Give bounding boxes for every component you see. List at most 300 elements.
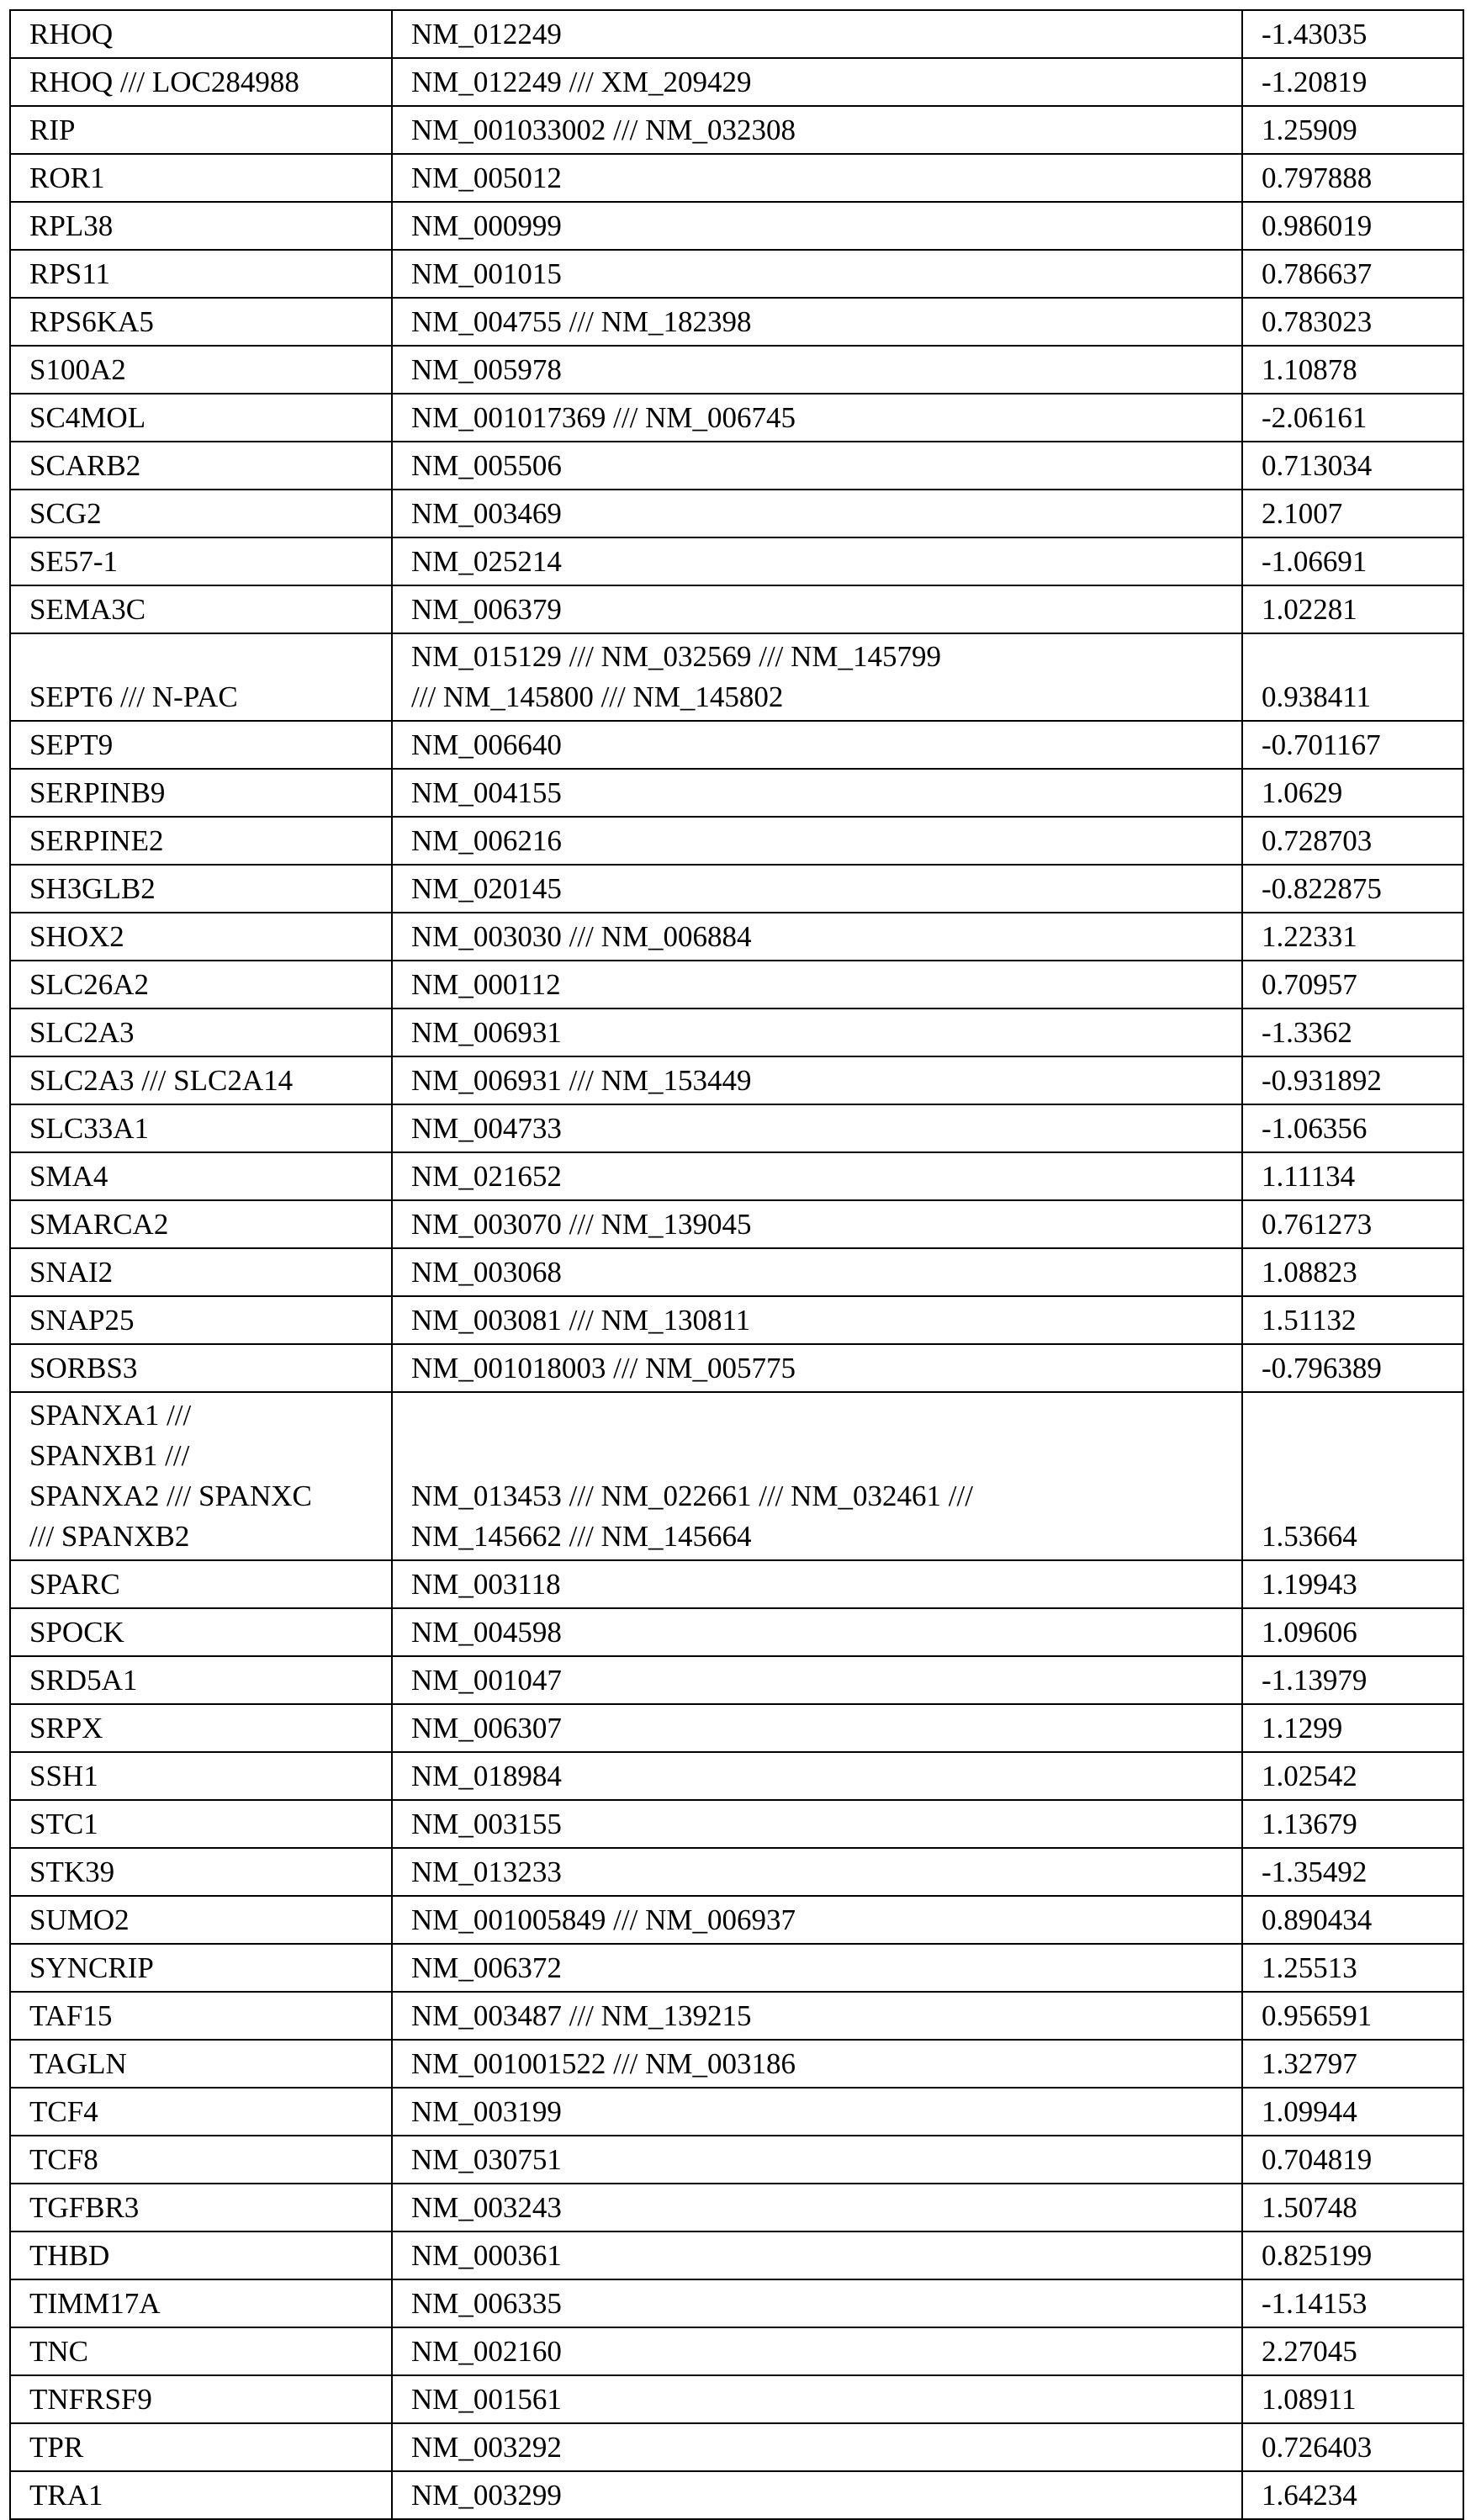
- table-row: [10, 2423, 1463, 2471]
- value-text: -1.13979: [1262, 1664, 1368, 1697]
- value-cell: [1242, 2040, 1463, 2088]
- accession-cell: [392, 1752, 1242, 1800]
- value-cell: [1242, 1009, 1463, 1056]
- table-row: [10, 2088, 1463, 2136]
- table-row: [10, 490, 1463, 537]
- gene-symbol-cell: [10, 1392, 392, 1560]
- accession-text: NM_020145: [411, 872, 562, 905]
- gene-symbol-text: SPOCK: [29, 1616, 124, 1649]
- table-row: [10, 2136, 1463, 2184]
- value-text: 0.786637: [1262, 257, 1373, 290]
- accession-text: NM_005506: [411, 449, 562, 482]
- value-cell: [1242, 394, 1463, 442]
- accession-text: NM_001561: [411, 2383, 562, 2416]
- gene-symbol-text: SLC2A3 /// SLC2A14: [29, 1064, 294, 1097]
- accession-cell: [392, 1992, 1242, 2040]
- value-cell: [1242, 442, 1463, 490]
- value-cell: [1242, 2423, 1463, 2471]
- table-row: [10, 442, 1463, 490]
- accession-text: NM_000361: [411, 2239, 562, 2272]
- gene-symbol-text: SEMA3C: [29, 593, 146, 626]
- table-row: [10, 2327, 1463, 2375]
- table-row: [10, 154, 1463, 202]
- table-row: [10, 2040, 1463, 2088]
- accession-cell: [392, 817, 1242, 865]
- accession-cell: [392, 1296, 1242, 1344]
- accession-text: NM_001033002 /// NM_032308: [411, 114, 796, 146]
- table-row: [10, 769, 1463, 817]
- table-row: [10, 1344, 1463, 1392]
- value-text: 1.08911: [1262, 2383, 1357, 2416]
- value-text: 0.713034: [1262, 449, 1373, 482]
- value-cell: [1242, 58, 1463, 106]
- value-cell: [1242, 1152, 1463, 1200]
- value-cell: [1242, 154, 1463, 202]
- accession-cell: [392, 1104, 1242, 1152]
- accession-text: NM_003243: [411, 2191, 562, 2224]
- value-cell: [1242, 1608, 1463, 1656]
- gene-symbol-text: TNC: [29, 2335, 88, 2368]
- value-text: 1.64234: [1262, 2479, 1357, 2512]
- value-cell: [1242, 490, 1463, 537]
- value-cell: [1242, 913, 1463, 961]
- gene-symbol-text: TRA1: [29, 2479, 103, 2512]
- gene-symbol-text: /// SPANXB2: [29, 1520, 190, 1553]
- gene-symbol-text: SE57-1: [29, 545, 118, 578]
- gene-symbol-text: SYNCRIP: [29, 1951, 154, 1984]
- accession-text: NM_000999: [411, 209, 562, 242]
- gene-symbol-cell: [10, 865, 392, 913]
- table-row: [10, 1656, 1463, 1704]
- value-cell: [1242, 1560, 1463, 1608]
- value-cell: [1242, 298, 1463, 346]
- value-cell: [1242, 2184, 1463, 2231]
- value-text: 0.825199: [1262, 2239, 1373, 2272]
- gene-symbol-cell: [10, 769, 392, 817]
- gene-symbol-cell: [10, 633, 392, 721]
- value-text: -0.822875: [1262, 872, 1382, 905]
- value-cell: [1242, 2088, 1463, 2136]
- accession-cell: [392, 2231, 1242, 2279]
- gene-symbol-cell: [10, 2279, 392, 2327]
- gene-symbol-text: ROR1: [29, 161, 105, 194]
- value-text: 1.08823: [1262, 1256, 1357, 1289]
- accession-text: NM_003030 /// NM_006884: [411, 920, 752, 953]
- value-text: -1.14153: [1262, 2287, 1368, 2320]
- value-text: 1.25513: [1262, 1951, 1357, 1984]
- accession-text: NM_018984: [411, 1760, 562, 1792]
- gene-symbol-cell: [10, 721, 392, 769]
- gene-symbol-cell: [10, 2088, 392, 2136]
- gene-symbol-cell: [10, 1056, 392, 1104]
- value-cell: [1242, 1944, 1463, 1992]
- table-row: [10, 2471, 1463, 2519]
- accession-text: NM_003070 /// NM_139045: [411, 1208, 752, 1241]
- table-row: [10, 298, 1463, 346]
- value-text: 0.761273: [1262, 1208, 1373, 1241]
- accession-text: NM_030751: [411, 2143, 562, 2176]
- value-cell: [1242, 585, 1463, 633]
- value-text: -1.06691: [1262, 545, 1368, 578]
- table-row: [10, 1248, 1463, 1296]
- accession-text: NM_025214: [411, 545, 562, 578]
- accession-text: NM_003081 /// NM_130811: [411, 1304, 751, 1337]
- accession-text: NM_002160: [411, 2335, 562, 2368]
- gene-symbol-cell: [10, 10, 392, 58]
- table-row: [10, 2184, 1463, 2231]
- value-text: 1.50748: [1262, 2191, 1357, 2224]
- accession-text: NM_003487 /// NM_139215: [411, 1999, 752, 2032]
- gene-symbol-cell: [10, 1800, 392, 1848]
- table-row: [10, 1200, 1463, 1248]
- value-cell: [1242, 1992, 1463, 2040]
- table-row: [10, 537, 1463, 585]
- gene-expression-table: [9, 9, 1464, 2520]
- accession-text: NM_021652: [411, 1160, 562, 1193]
- value-text: 1.02281: [1262, 593, 1357, 626]
- accession-text: NM_003299: [411, 2479, 562, 2512]
- accession-text: NM_013233: [411, 1856, 562, 1888]
- table-row: [10, 1848, 1463, 1896]
- gene-symbol-text: RHOQ: [29, 18, 114, 50]
- accession-text: NM_003292: [411, 2431, 562, 2464]
- value-cell: [1242, 1056, 1463, 1104]
- table-row: [10, 2375, 1463, 2423]
- gene-symbol-cell: [10, 1608, 392, 1656]
- accession-text: NM_001018003 /// NM_005775: [411, 1352, 796, 1384]
- accession-text: /// NM_145800 /// NM_145802: [411, 680, 784, 713]
- value-text: -0.701167: [1262, 728, 1381, 761]
- gene-symbol-text: SPANXB1 ///: [29, 1439, 190, 1472]
- value-cell: [1242, 1896, 1463, 1944]
- gene-symbol-text: SLC2A3: [29, 1016, 135, 1049]
- table-row: [10, 913, 1463, 961]
- gene-symbol-text: SH3GLB2: [29, 872, 156, 905]
- gene-symbol-text: SERPINB9: [29, 776, 166, 809]
- value-cell: [1242, 721, 1463, 769]
- accession-cell: [392, 250, 1242, 298]
- gene-symbol-text: SERPINE2: [29, 824, 164, 857]
- value-text: 0.728703: [1262, 824, 1373, 857]
- gene-symbol-text: SRPX: [29, 1712, 103, 1744]
- table-row: [10, 1944, 1463, 1992]
- gene-symbol-text: SUMO2: [29, 1903, 130, 1936]
- accession-cell: [392, 298, 1242, 346]
- accession-text: NM_004155: [411, 776, 562, 809]
- table-row: [10, 1560, 1463, 1608]
- accession-text: NM_004733: [411, 1112, 562, 1145]
- gene-symbol-cell: [10, 1848, 392, 1896]
- value-text: -1.43035: [1262, 18, 1368, 50]
- value-text: -1.35492: [1262, 1856, 1368, 1888]
- accession-text: NM_001047: [411, 1664, 562, 1697]
- accession-cell: [392, 537, 1242, 585]
- value-text: -1.06356: [1262, 1112, 1368, 1145]
- table-row: [10, 394, 1463, 442]
- accession-cell: [392, 1200, 1242, 1248]
- gene-symbol-cell: [10, 1704, 392, 1752]
- table-row: [10, 961, 1463, 1009]
- accession-text: NM_001017369 /// NM_006745: [411, 401, 796, 434]
- gene-symbol-cell: [10, 1296, 392, 1344]
- gene-symbol-cell: [10, 346, 392, 394]
- table-row: [10, 1704, 1463, 1752]
- accession-text: NM_015129 /// NM_032569 /// NM_145799: [411, 640, 942, 673]
- value-cell: [1242, 106, 1463, 154]
- accession-cell: [392, 1944, 1242, 1992]
- table-row: [10, 721, 1463, 769]
- table-row: [10, 1896, 1463, 1944]
- value-text: 1.25909: [1262, 114, 1357, 146]
- gene-symbol-cell: [10, 1992, 392, 2040]
- accession-cell: [392, 633, 1242, 721]
- table-row: [10, 817, 1463, 865]
- accession-text: NM_006372: [411, 1951, 562, 1984]
- accession-text: NM_004755 /// NM_182398: [411, 305, 752, 338]
- accession-text: NM_001001522 /// NM_003186: [411, 2047, 796, 2080]
- gene-symbol-cell: [10, 1248, 392, 1296]
- accession-cell: [392, 2471, 1242, 2519]
- accession-cell: [392, 2375, 1242, 2423]
- value-cell: [1242, 1344, 1463, 1392]
- gene-symbol-text: SORBS3: [29, 1352, 138, 1384]
- value-cell: [1242, 1248, 1463, 1296]
- value-cell: [1242, 1296, 1463, 1344]
- value-text: 0.70957: [1262, 968, 1357, 1001]
- table-row: [10, 2279, 1463, 2327]
- value-text: 1.51132: [1262, 1304, 1357, 1337]
- accession-cell: [392, 10, 1242, 58]
- gene-symbol-text: RPS11: [29, 257, 110, 290]
- accession-text: NM_003155: [411, 1808, 562, 1840]
- gene-symbol-text: TIMM17A: [29, 2287, 161, 2320]
- value-text: 0.704819: [1262, 2143, 1373, 2176]
- accession-cell: [392, 1608, 1242, 1656]
- accession-text: NM_005978: [411, 353, 562, 386]
- value-cell: [1242, 2136, 1463, 2184]
- accession-text: NM_006216: [411, 824, 562, 857]
- accession-cell: [392, 202, 1242, 250]
- gene-symbol-cell: [10, 817, 392, 865]
- value-text: 1.02542: [1262, 1760, 1357, 1792]
- gene-symbol-cell: [10, 2040, 392, 2088]
- gene-symbol-text: RPS6KA5: [29, 305, 154, 338]
- gene-symbol-text: RIP: [29, 114, 76, 146]
- gene-symbol-text: STK39: [29, 1856, 115, 1888]
- table-row: [10, 202, 1463, 250]
- accession-cell: [392, 961, 1242, 1009]
- gene-symbol-text: RPL38: [29, 209, 114, 242]
- gene-symbol-cell: [10, 537, 392, 585]
- table-row: [10, 865, 1463, 913]
- value-cell: [1242, 1104, 1463, 1152]
- value-text: 0.726403: [1262, 2431, 1373, 2464]
- accession-cell: [392, 2279, 1242, 2327]
- table-row: [10, 2231, 1463, 2279]
- gene-symbol-cell: [10, 2423, 392, 2471]
- value-text: -2.06161: [1262, 401, 1368, 434]
- value-text: 1.09606: [1262, 1616, 1357, 1649]
- value-cell: [1242, 769, 1463, 817]
- accession-text: NM_145662 /// NM_145664: [411, 1520, 752, 1553]
- accession-text: NM_003118: [411, 1568, 561, 1601]
- value-cell: [1242, 1200, 1463, 1248]
- gene-symbol-cell: [10, 1104, 392, 1152]
- table-row: [10, 1752, 1463, 1800]
- accession-cell: [392, 1392, 1242, 1560]
- gene-symbol-text: SLC26A2: [29, 968, 149, 1001]
- value-cell: [1242, 2471, 1463, 2519]
- accession-cell: [392, 913, 1242, 961]
- accession-cell: [392, 2136, 1242, 2184]
- accession-text: NM_000112: [411, 968, 561, 1001]
- value-cell: [1242, 865, 1463, 913]
- gene-symbol-text: TNFRSF9: [29, 2383, 152, 2416]
- gene-symbol-cell: [10, 490, 392, 537]
- value-cell: [1242, 1392, 1463, 1560]
- gene-symbol-text: TPR: [29, 2431, 84, 2464]
- table-row: [10, 1608, 1463, 1656]
- accession-cell: [392, 1704, 1242, 1752]
- accession-cell: [392, 2184, 1242, 2231]
- accession-cell: [392, 1152, 1242, 1200]
- accession-cell: [392, 2040, 1242, 2088]
- gene-symbol-text: SLC33A1: [29, 1112, 149, 1145]
- gene-symbol-text: SHOX2: [29, 920, 124, 953]
- gene-symbol-text: SSH1: [29, 1760, 98, 1792]
- value-text: 2.27045: [1262, 2335, 1357, 2368]
- gene-symbol-text: TCF8: [29, 2143, 98, 2176]
- accession-cell: [392, 58, 1242, 106]
- value-text: 1.09944: [1262, 2095, 1357, 2128]
- value-cell: [1242, 1704, 1463, 1752]
- accession-text: NM_003068: [411, 1256, 562, 1289]
- table-row: [10, 585, 1463, 633]
- value-text: 1.13679: [1262, 1808, 1357, 1840]
- gene-symbol-text: SC4MOL: [29, 401, 146, 434]
- accession-cell: [392, 865, 1242, 913]
- accession-cell: [392, 1248, 1242, 1296]
- gene-symbol-text: TAGLN: [29, 2047, 127, 2080]
- value-cell: [1242, 1752, 1463, 1800]
- value-cell: [1242, 346, 1463, 394]
- gene-symbol-text: SMA4: [29, 1160, 108, 1193]
- gene-symbol-cell: [10, 202, 392, 250]
- gene-symbol-cell: [10, 1656, 392, 1704]
- value-text: 2.1007: [1262, 497, 1343, 530]
- value-text: 1.1299: [1262, 1712, 1343, 1744]
- accession-text: NM_003469: [411, 497, 562, 530]
- accession-text: NM_006640: [411, 728, 562, 761]
- value-text: 1.22331: [1262, 920, 1357, 953]
- gene-symbol-cell: [10, 585, 392, 633]
- value-cell: [1242, 2231, 1463, 2279]
- value-cell: [1242, 1656, 1463, 1704]
- value-text: 1.53664: [1262, 1520, 1357, 1553]
- value-text: 1.0629: [1262, 776, 1343, 809]
- value-text: 0.797888: [1262, 161, 1373, 194]
- accession-text: NM_013453 /// NM_022661 /// NM_032461 ///: [411, 1480, 973, 1512]
- gene-symbol-text: SCG2: [29, 497, 102, 530]
- gene-symbol-cell: [10, 1200, 392, 1248]
- gene-symbol-text: TCF4: [29, 2095, 98, 2128]
- accession-cell: [392, 585, 1242, 633]
- value-text: -1.3362: [1262, 1016, 1352, 1049]
- gene-symbol-text: RHOQ /// LOC284988: [29, 66, 299, 98]
- gene-symbol-text: SEPT9: [29, 728, 114, 761]
- value-cell: [1242, 633, 1463, 721]
- gene-symbol-cell: [10, 394, 392, 442]
- table-row: [10, 250, 1463, 298]
- table-row: [10, 106, 1463, 154]
- value-cell: [1242, 961, 1463, 1009]
- accession-cell: [392, 2423, 1242, 2471]
- value-cell: [1242, 2279, 1463, 2327]
- accession-text: NM_006379: [411, 593, 562, 626]
- value-cell: [1242, 537, 1463, 585]
- table-row: [10, 1152, 1463, 1200]
- accession-cell: [392, 769, 1242, 817]
- value-text: 0.890434: [1262, 1903, 1373, 1936]
- table-row: [10, 1056, 1463, 1104]
- gene-symbol-text: S100A2: [29, 353, 126, 386]
- value-text: 1.11134: [1262, 1160, 1356, 1193]
- gene-symbol-cell: [10, 2375, 392, 2423]
- value-cell: [1242, 2327, 1463, 2375]
- gene-symbol-cell: [10, 1752, 392, 1800]
- accession-text: NM_001015: [411, 257, 562, 290]
- gene-symbol-cell: [10, 1944, 392, 1992]
- accession-text: NM_012249: [411, 18, 562, 50]
- gene-symbol-text: SPANXA2 /// SPANXC: [29, 1480, 312, 1512]
- value-text: 1.19943: [1262, 1568, 1357, 1601]
- value-text: 1.10878: [1262, 353, 1357, 386]
- accession-cell: [392, 106, 1242, 154]
- value-text: 0.956591: [1262, 1999, 1373, 2032]
- accession-cell: [392, 1656, 1242, 1704]
- accession-cell: [392, 1896, 1242, 1944]
- accession-cell: [392, 721, 1242, 769]
- accession-cell: [392, 1800, 1242, 1848]
- table-row: [10, 58, 1463, 106]
- gene-symbol-cell: [10, 298, 392, 346]
- accession-text: NM_006307: [411, 1712, 562, 1744]
- gene-symbol-text: SRD5A1: [29, 1664, 138, 1697]
- gene-symbol-text: SPANXA1 ///: [29, 1399, 192, 1432]
- table-row: [10, 1800, 1463, 1848]
- gene-symbol-text: SEPT6 /// N-PAC: [29, 680, 238, 713]
- accession-text: NM_003199: [411, 2095, 562, 2128]
- table-row: [10, 1392, 1463, 1560]
- table-body: [10, 10, 1463, 2519]
- accession-cell: [392, 1344, 1242, 1392]
- accession-text: NM_001005849 /// NM_006937: [411, 1903, 796, 1936]
- gene-symbol-cell: [10, 1560, 392, 1608]
- gene-symbol-cell: [10, 250, 392, 298]
- table-row: [10, 10, 1463, 58]
- accession-text: NM_012249 /// XM_209429: [411, 66, 752, 98]
- value-cell: [1242, 1848, 1463, 1896]
- table-row: [10, 1992, 1463, 2040]
- value-text: -1.20819: [1262, 66, 1368, 98]
- accession-text: NM_006931 /// NM_153449: [411, 1064, 752, 1097]
- value-text: 0.986019: [1262, 209, 1373, 242]
- table-row: [10, 633, 1463, 721]
- table-row: [10, 1296, 1463, 1344]
- value-cell: [1242, 1800, 1463, 1848]
- accession-cell: [392, 2327, 1242, 2375]
- gene-symbol-cell: [10, 1344, 392, 1392]
